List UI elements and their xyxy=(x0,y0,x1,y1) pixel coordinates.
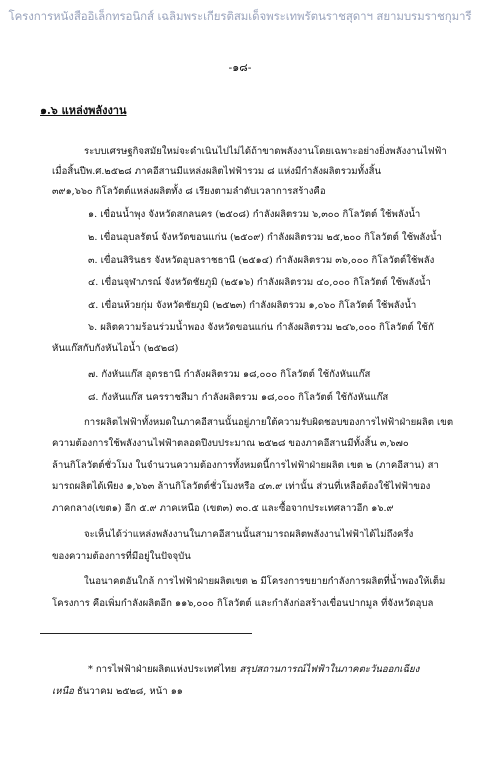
paragraph-line: การผลิตไฟฟ้าทั้งหมดในภาคอีสานนั้นอยู่ภายใต้ความรับผิดชอบของการไฟฟ้าฝ่ายผลิต เขต xyxy=(84,417,454,428)
paragraph-line: มารถผลิตได้เพียง ๑,๖๖๓ ล้านกิโลวัตต์ชั่วโมงหรือ ๔๓.๙ เท่านั้น ส่วนที่เหลือต้องใช้ไฟฟ้าของ xyxy=(52,481,431,492)
paragraph-line: ล้านกิโลวัตต์ชั่วโมง ในจำนวนความต้องการทั้งหมดนี้การไฟฟ้าฝ่ายผลิต เขต ๒ (ภาคอีสาน) สา xyxy=(52,460,439,471)
list-item: ๒. เขื่อนอุบลรัตน์ จังหวัดขอนแก่น (๒๕๐๙) กำลังผลิตรวม ๒๕,๒๐๐ กิโลวัตต์ ใช้พลังน้ำ xyxy=(88,232,442,243)
list-item: ๕. เขื่อนห้วยกุ่ม จังหวัดชัยภูมิ (๒๕๒๓) กำลังผลิตรวม ๑,๐๖๐ กิโลวัตต์ ใช้พลังน้ำ xyxy=(88,300,417,311)
page-number: -๑๘- xyxy=(228,61,252,74)
footnote-suffix: ธันวาคม ๒๕๒๘, หน้า ๑๑ xyxy=(73,686,183,697)
paragraph-line: ของความต้องการที่มีอยู่ในปัจจุบัน xyxy=(52,551,191,562)
paragraph-line: เมื่อสิ้นปีพ.ศ.๒๕๒๘ ภาคอีสานมีแหล่งผลิตไฟฟ้ารวม ๘ แห่งมีกำลังผลิตรวมทั้งสิ้น xyxy=(52,166,382,177)
footnote-continuation xyxy=(52,686,183,698)
list-item: ๘. กังหันแก๊ส นครราชสีมา กำลังผลิตรวม ๑๘,๐๐๐ กิโลวัตต์ ใช้กังหันแก๊ส xyxy=(88,392,389,403)
list-item: ๑. เขื่อนน้ำพุง จังหวัดสกลนคร (๒๕๐๘) กำลังผลิตรวม ๖,๓๐๐ กิโลวัตต์ ใช้พลังน้ำ xyxy=(88,209,421,220)
list-item: ๓. เขื่อนสิรินธร จังหวัดอุบลราชธานี (๒๕๑๔) กำลังผลิตรวม ๓๖,๐๐๐ กิโลวัตต์ใช้พลัง xyxy=(88,255,435,266)
list-item: ๔. เขื่อนจุฬาภรณ์ จังหวัดชัยภูมิ (๒๕๑๖) กำลังผลิตรวม ๔๐,๐๐๐ กิโลวัตต์ ใช้พลังน้ำ xyxy=(88,277,431,288)
list-item: ๗. กังหันแก๊ส อุดรธานี กำลังผลิตรวม ๑๘,๐๐๐ กิโลวัตต์ ใช้กังหันแก๊ส xyxy=(88,369,371,380)
footnote-title: สรุปสถานการณ์ไฟฟ้าในภาคตะวันออกเฉียง xyxy=(239,664,420,675)
footnote-divider xyxy=(40,633,252,634)
list-item: ๖. ผลิตความร้อนร่วมน้ำพอง จังหวัดขอนแก่น กำลังผลิตรวม ๒๔๖,๐๐๐ กิโลวัตต์ ใช้กั xyxy=(88,322,434,333)
paragraph-line: โครงการ คือเพิ่มกำลังผลิตอีก ๑๑๖,๐๐๐ กิโลวัตต์ และกำลังก่อสร้างเขื่อนปากมูล ที่จังหวัดอุบล xyxy=(52,598,434,609)
footnote xyxy=(88,664,419,676)
footnote-prefix: * การไฟฟ้าฝ่ายผลิตแห่งประเทศไทย xyxy=(88,664,240,675)
paragraph-line: ในอนาคตอันใกล้ การไฟฟ้าฝ่ายผลิตเขต ๒ มีโครงการขยายกำลังการผลิตที่น้ำพองให้เต็ม xyxy=(84,576,446,587)
paragraph-line: จะเห็นได้ว่าแหล่งพลังงานในภาคอีสานนั้นสามารถผลิตพลังงานไฟฟ้าได้ไม่ถึงครึ่ง xyxy=(84,529,414,540)
section-heading: ๑.๖ แหล่งพลังงาน xyxy=(40,104,127,117)
running-header: โครงการหนังสืออิเล็กทรอนิกส์ เฉลิมพระเกียรติสมเด็จพระเทพรัตนราชสุดาฯ สยามบรมราชกุมารี xyxy=(8,9,472,23)
paragraph-line: ๓๙๑,๖๖๐ กิโลวัตต์แหล่งผลิตทั้ง ๘ เรียงตามลำดับเวลาการสร้างคือ xyxy=(52,186,326,197)
paragraph-line: ความต้องการใช้พลังงานไฟฟ้าตลอดปีงบประมาณ ๒๕๒๘ ของภาคอีสานมีทั้งสิ้น ๓,๖๗๐ xyxy=(52,438,409,449)
paragraph-line: ระบบเศรษฐกิจสมัยใหม่จะดำเนินไปไม่ได้ถ้าขาดพลังงานโดยเฉพาะอย่างยิ่งพลังงานไฟฟ้า xyxy=(84,146,447,157)
footnote-title-end: เหนือ xyxy=(52,686,74,697)
list-item-continuation: หันแก๊สกับกังหันไอน้ำ (๒๕๒๘) xyxy=(52,343,179,354)
paragraph-line: ภาคกลาง(เขต๑) อีก ๕.๙ ภาคเหนือ (เขต๓) ๓๐.๕ และซื้อจากประเทศลาวอีก ๑๖.๙ xyxy=(52,503,394,514)
